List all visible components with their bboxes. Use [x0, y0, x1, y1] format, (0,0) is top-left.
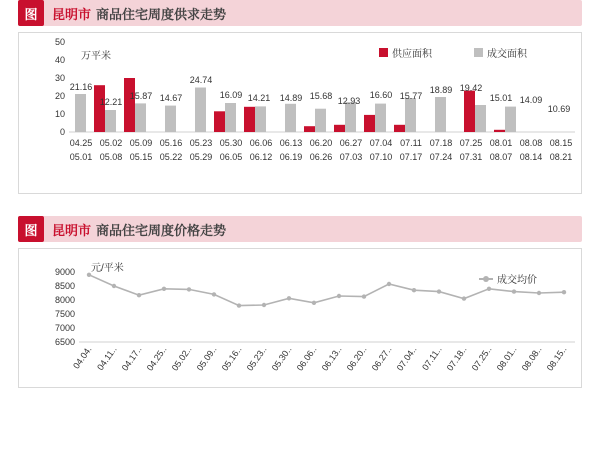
svg-text:12.93: 12.93 [337, 96, 361, 106]
panel2-badge: 图 [18, 216, 44, 242]
legend-label-supply: 供应面积 [392, 49, 432, 60]
chart1-frame [18, 32, 582, 194]
svg-text:14.21: 14.21 [247, 93, 271, 103]
svg-text:16.09: 16.09 [219, 90, 243, 100]
svg-text:06.13: 06.13 [279, 138, 303, 148]
svg-text:8000: 8000 [54, 295, 75, 305]
svg-text:08.14: 08.14 [519, 152, 543, 162]
svg-text:08.07: 08.07 [489, 152, 513, 162]
svg-text:9000: 9000 [54, 267, 75, 277]
svg-text:06.27..: 06.27.. [369, 344, 394, 373]
svg-text:14.09: 14.09 [519, 95, 543, 105]
svg-text:07.03: 07.03 [339, 152, 363, 162]
svg-text:07.31: 07.31 [459, 152, 483, 162]
svg-text:18.89: 18.89 [429, 85, 453, 95]
svg-text:05.16: 05.16 [159, 138, 183, 148]
svg-text:07.18..: 07.18.. [444, 344, 469, 373]
svg-text:05.02..: 05.02.. [169, 344, 194, 373]
legend-swatch-deal [474, 48, 483, 57]
svg-text:15.87: 15.87 [129, 91, 153, 101]
legend-swatch-supply [379, 48, 388, 57]
svg-text:05.23: 05.23 [189, 138, 213, 148]
svg-text:14.89: 14.89 [279, 93, 303, 103]
svg-text:40: 40 [54, 55, 65, 65]
svg-text:16.60: 16.60 [369, 90, 393, 100]
svg-text:08.01..: 08.01.. [494, 344, 519, 373]
svg-text:06.20: 06.20 [309, 138, 333, 148]
panel1-title-text: 商品住宅周度供求走势 [96, 6, 227, 22]
svg-text:05.29: 05.29 [189, 152, 213, 162]
chart2-frame [18, 248, 582, 388]
svg-text:05.09..: 05.09.. [194, 344, 219, 373]
panel1-header [18, 0, 582, 26]
svg-text:04.17..: 04.17.. [119, 344, 144, 373]
chart1-legend-supply [379, 45, 432, 60]
svg-text:06.19: 06.19 [279, 152, 303, 162]
svg-text:06.20..: 06.20.. [344, 344, 369, 373]
svg-text:07.17: 07.17 [399, 152, 423, 162]
legend-label-deal: 成交面积 [487, 49, 527, 60]
chart1-unit-label: 万平米 [81, 51, 111, 62]
svg-text:8500: 8500 [54, 281, 75, 291]
chart1-y-axis [55, 37, 65, 137]
svg-text:05.16..: 05.16.. [219, 344, 244, 373]
svg-text:04.11..: 04.11.. [95, 344, 119, 373]
svg-text:14.67: 14.67 [159, 93, 183, 103]
svg-text:24.74: 24.74 [189, 75, 213, 85]
svg-text:05.23..: 05.23.. [244, 344, 269, 373]
chart2-legend-avgprice [479, 271, 537, 286]
svg-text:06.06: 06.06 [249, 138, 273, 148]
svg-text:04.04.: 04.04. [71, 344, 94, 371]
svg-text:04.25..: 04.25.. [144, 344, 169, 373]
svg-text:05.09: 05.09 [129, 138, 153, 148]
panel2-header [18, 216, 582, 242]
svg-text:05.08: 05.08 [99, 152, 123, 162]
svg-text:06.05: 06.05 [219, 152, 243, 162]
svg-text:15.68: 15.68 [309, 91, 333, 101]
svg-text:12.21: 12.21 [99, 97, 123, 107]
svg-text:07.25..: 07.25.. [469, 344, 494, 373]
svg-text:05.30..: 05.30.. [269, 344, 294, 373]
panel1-badge: 图 [18, 0, 44, 26]
svg-text:08.08..: 08.08.. [519, 344, 544, 373]
svg-text:10.69: 10.69 [547, 104, 571, 114]
svg-text:08.08: 08.08 [519, 138, 543, 148]
svg-text:05.22: 05.22 [159, 152, 183, 162]
svg-text:04.25: 04.25 [69, 138, 93, 148]
svg-text:07.11: 07.11 [400, 138, 422, 148]
svg-text:05.30: 05.30 [219, 138, 243, 148]
svg-text:08.21: 08.21 [549, 152, 573, 162]
svg-text:06.27: 06.27 [339, 138, 363, 148]
chart2-unit-label: 元/平米 [91, 263, 124, 274]
chart2-x-axis [71, 344, 569, 372]
chart1-x-axis [70, 138, 573, 162]
legend-label-avgprice: 成交均价 [497, 275, 537, 286]
svg-text:08.01: 08.01 [489, 138, 513, 148]
svg-text:08.15: 08.15 [549, 138, 573, 148]
panel-supply-demand [0, 0, 600, 194]
svg-text:19.42: 19.42 [459, 83, 483, 93]
chart1-legend-deal [474, 45, 527, 60]
legend-swatch-avgprice [479, 278, 493, 280]
svg-text:21.16: 21.16 [69, 82, 93, 92]
svg-text:07.25: 07.25 [459, 138, 483, 148]
svg-text:05.01: 05.01 [69, 152, 93, 162]
svg-text:50: 50 [54, 37, 65, 47]
panel-price-trend [0, 216, 600, 388]
svg-text:06.26: 06.26 [309, 152, 333, 162]
svg-text:07.24: 07.24 [429, 152, 453, 162]
svg-text:15.01: 15.01 [489, 93, 513, 103]
svg-text:06.13..: 06.13.. [319, 344, 344, 373]
chart2-y-axis [55, 267, 75, 347]
panel1-title-city: 昆明市 [52, 6, 92, 22]
svg-text:07.10: 07.10 [369, 152, 393, 162]
svg-text:0: 0 [59, 127, 65, 137]
svg-text:05.15: 05.15 [129, 152, 153, 162]
svg-text:06.06..: 06.06.. [294, 344, 319, 373]
svg-text:10: 10 [54, 109, 65, 119]
svg-text:15.77: 15.77 [399, 91, 423, 101]
svg-text:05.02: 05.02 [99, 138, 123, 148]
svg-text:08.15..: 08.15.. [544, 344, 569, 373]
svg-text:07.18: 07.18 [429, 138, 453, 148]
svg-text:06.12: 06.12 [249, 152, 273, 162]
svg-text:07.04: 07.04 [369, 138, 393, 148]
svg-text:20: 20 [54, 91, 65, 101]
svg-text:07.11..: 07.11.. [420, 344, 444, 373]
svg-text:07.04..: 07.04.. [394, 344, 419, 373]
svg-text:7500: 7500 [54, 309, 75, 319]
panel2-title-city: 昆明市 [52, 222, 92, 238]
svg-text:30: 30 [54, 73, 65, 83]
svg-text:7000: 7000 [54, 323, 75, 333]
svg-text:6500: 6500 [54, 337, 75, 347]
panel2-title-text: 商品住宅周度价格走势 [96, 222, 227, 238]
